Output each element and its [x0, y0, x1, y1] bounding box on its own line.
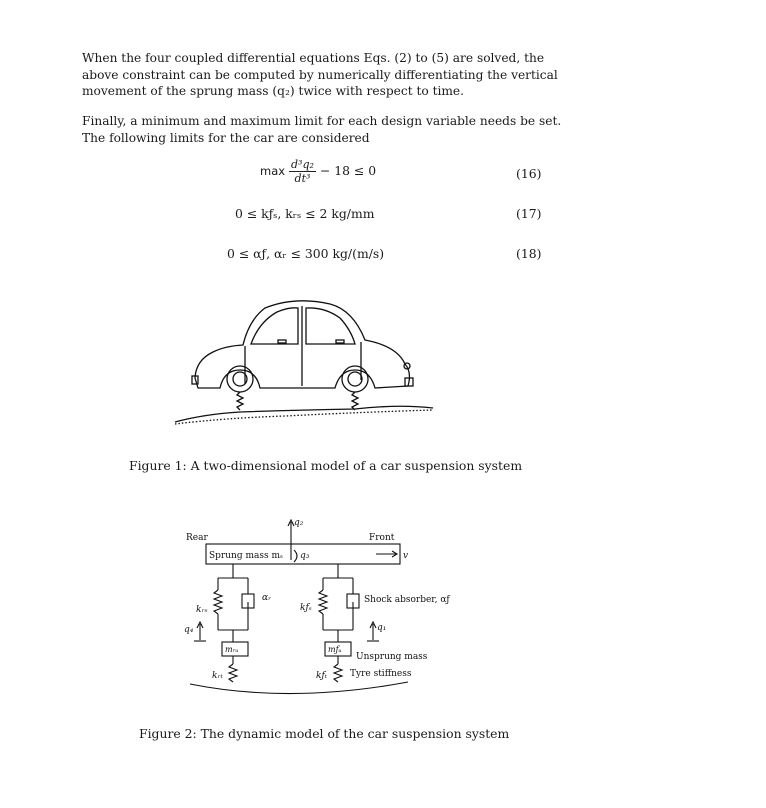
- equation-17-number: (17): [516, 206, 542, 221]
- paragraph-constraint: [82, 50, 558, 100]
- label-q1: q₁: [377, 623, 387, 633]
- car-illustration: [165, 290, 450, 435]
- label-m-fu: mƒᵤ: [328, 645, 342, 654]
- eq16-denominator: dt³: [294, 172, 311, 185]
- label-k-fs: kƒₛ: [300, 603, 312, 613]
- text-line: above constraint can be computed by numerically differentiating the vertical: [82, 67, 558, 82]
- eq16-numerator: d³q₂: [291, 158, 314, 171]
- label-q4: q₄: [184, 625, 194, 635]
- eq16-suffix: − 18 ≤ 0: [319, 163, 377, 178]
- paragraph-limits: [82, 113, 562, 146]
- label-k-rs: kᵣₛ: [196, 605, 208, 615]
- label-k-rt: kᵣₜ: [212, 671, 223, 681]
- equation-18-number: (18): [516, 246, 542, 261]
- label-shock-absorber: Shock absorber, αƒ: [364, 595, 450, 605]
- figure-2-caption: Figure 2: The dynamic model of the car suspension system: [139, 726, 510, 741]
- suspension-diagram: [170, 508, 460, 708]
- eq16-prefix: max: [260, 164, 286, 178]
- label-q3: q₃: [300, 551, 310, 561]
- label-front: Front: [369, 533, 395, 543]
- equation-16: [260, 158, 376, 185]
- label-unsprung-mass: Unsprung mass: [356, 652, 428, 662]
- text-line: Finally, a minimum and maximum limit for each design variable needs be set.: [82, 114, 562, 128]
- equation-18: 0 ≤ αƒ, αᵣ ≤ 300 kg/(m/s): [227, 246, 385, 261]
- text-line: The following limits for the car are considered: [82, 130, 370, 145]
- equation-17: 0 ≤ kƒₛ, kᵣₛ ≤ 2 kg/mm: [235, 206, 375, 221]
- label-q2: q₂: [294, 518, 304, 528]
- label-m-ru: mᵣᵤ: [225, 645, 239, 654]
- label-k-ft: kƒₜ: [316, 671, 328, 681]
- label-tyre-stiffness: Tyre stiffness: [350, 669, 412, 679]
- text-line: movement of the sprung mass (q₂) twice with respect to time.: [82, 84, 465, 99]
- label-alpha-r: αᵣ: [262, 593, 272, 603]
- figure-1-caption: Figure 1: A two-dimensional model of a car suspension system: [129, 458, 523, 473]
- eq16-fraction: [289, 158, 316, 185]
- text-line: When the four coupled differential equations Eqs. (2) to (5) are solved, the: [82, 51, 545, 65]
- label-sprung-mass: Sprung mass mₛ: [209, 551, 284, 561]
- equation-16-number: (16): [516, 166, 542, 181]
- label-rear: Rear: [186, 533, 208, 543]
- label-velocity: v: [403, 551, 409, 561]
